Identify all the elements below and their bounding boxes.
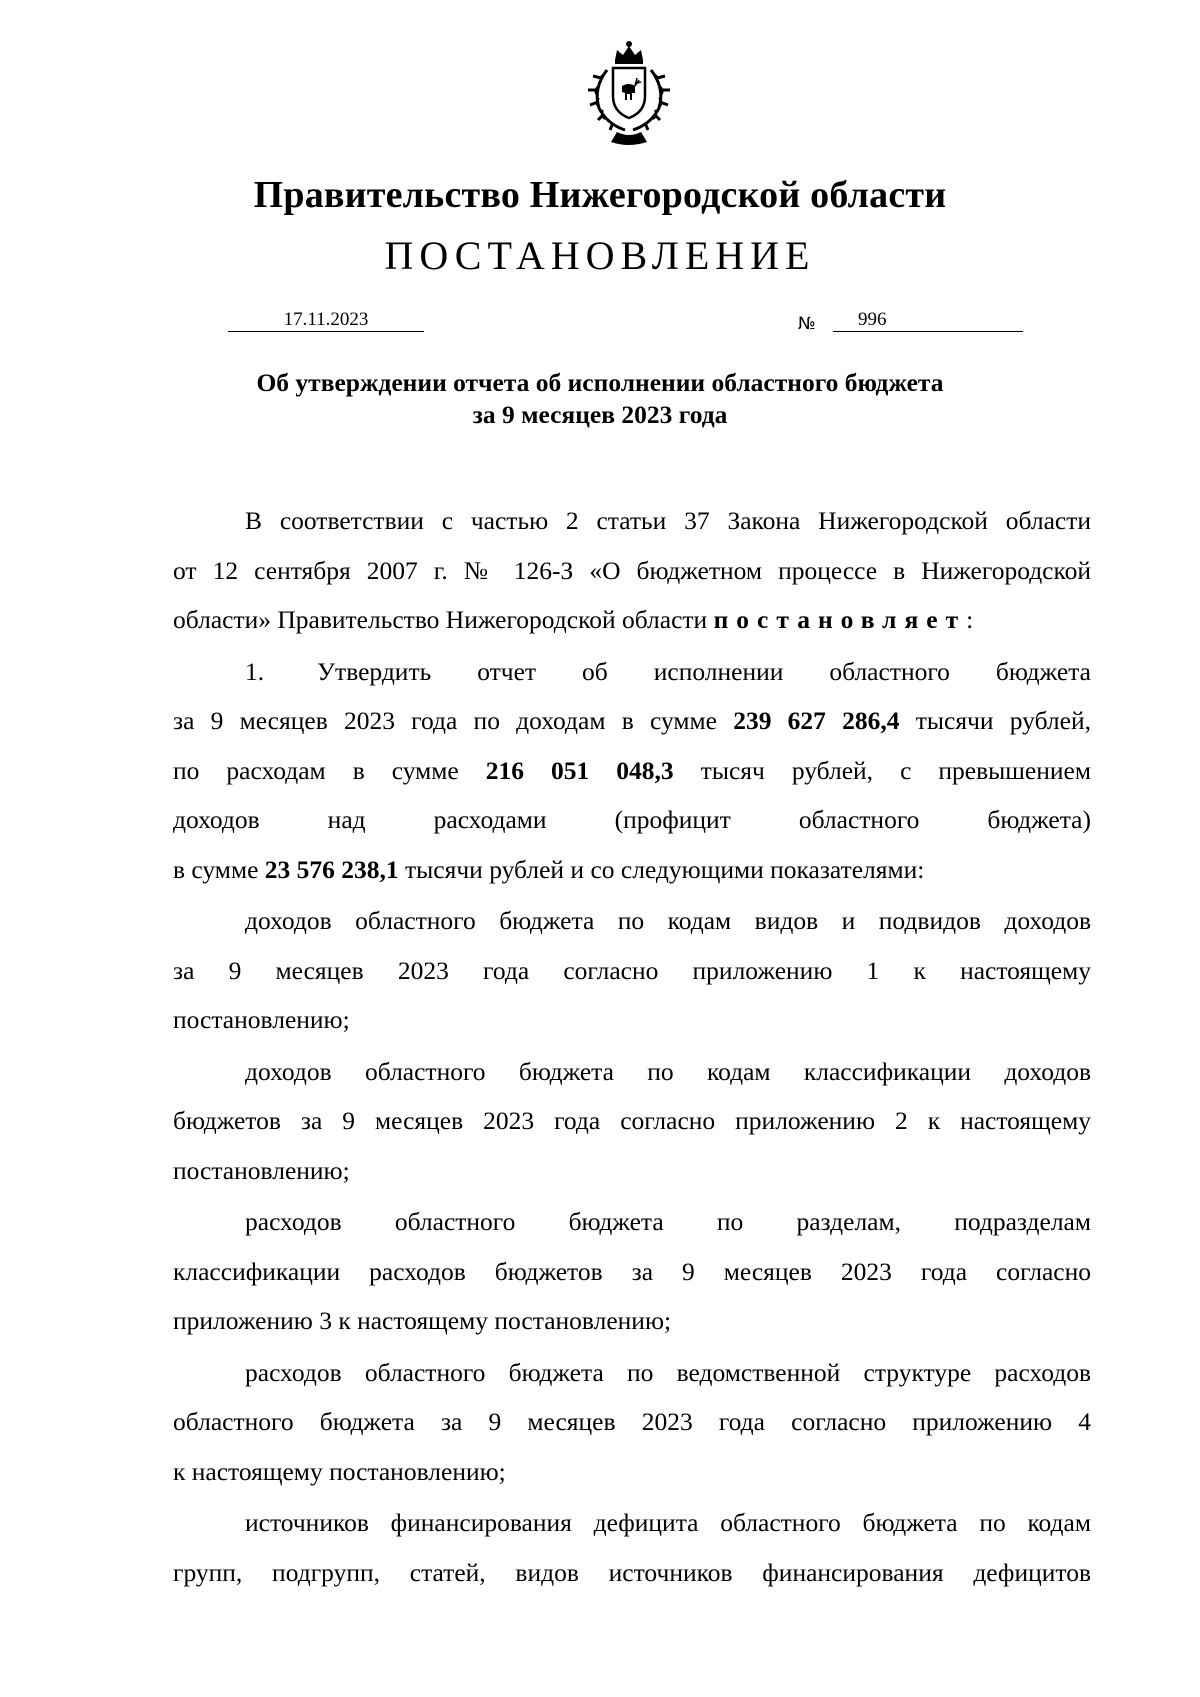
item-1-paragraph [173, 647, 1091, 895]
expenses-amount: 216 051 048,3 [485, 755, 674, 785]
number-underline [833, 331, 1023, 332]
text-line: расходов областного бюджета по ведомственной структуре расходов [245, 1357, 1091, 1387]
text-span: : [966, 605, 974, 634]
text-line: за 9 месяцев 2023 года согласно приложению 1 к настоящему [173, 955, 1091, 985]
text-line: доходов над расходами (профицит областного бюджета) [173, 805, 1091, 834]
text-line: источников финансирования дефицита областного бюджета по кодам [245, 1508, 1091, 1537]
text-line: В соответствии с частью 2 статьи 37 Закона Нижегородской области [245, 506, 1091, 535]
text-line: групп, подгрупп, статей, видов источников финансирования дефицитов [173, 1557, 1091, 1587]
list-item [173, 1047, 1091, 1196]
text-span: тысячи рублей и со следующими показателями: [398, 854, 925, 884]
text-line: доходов областного бюджета по кодам классификации доходов [245, 1056, 1091, 1086]
list-item [173, 896, 1091, 1045]
document-date: 17.11.2023 [283, 309, 369, 330]
text-span: в сумме [173, 854, 265, 884]
income-amount: 239 627 286,4 [733, 706, 900, 735]
subject-line-2: за 9 месяцев 2023 года [472, 400, 728, 429]
surplus-amount: 23 576 238,1 [264, 854, 399, 884]
list-item [173, 1197, 1091, 1346]
document-type: ПОСТАНОВЛЕНИЕ [384, 233, 816, 278]
document-number: 996 [858, 309, 887, 330]
text-line: постановлению; [173, 1155, 350, 1185]
text-line [173, 647, 1091, 697]
number-sign: № [798, 314, 816, 334]
text-line: от 12 сентября 2007 г. № 126-З «О бюджетном процессе в Нижегородской [173, 555, 1091, 585]
text-line [173, 595, 1091, 645]
item-number: 1. [245, 656, 265, 686]
text-line: доходов областного бюджета по кодам видов и подвидов доходов [245, 906, 1091, 935]
text-line: к настоящему постановлению; [173, 1456, 506, 1486]
text-span: за 9 месяцев 2023 года по доходам в сумме [173, 706, 734, 735]
list-item [173, 1498, 1091, 1597]
list-item [173, 1348, 1091, 1497]
date-underline [228, 331, 424, 332]
text-span: тысячи рублей, [899, 706, 1091, 735]
text-line [173, 696, 1091, 746]
document-subject [0, 367, 1200, 431]
text-line: постановлению; [173, 1005, 350, 1034]
text-line: классификации расходов бюджетов за 9 месяцев 2023 года согласно [173, 1256, 1091, 1286]
text-span: тысяч рублей, с превышением [673, 755, 1091, 785]
resolves-keyword: постановляет [713, 605, 967, 634]
text-line: бюджетов за 9 месяцев 2023 года согласно приложению 2 к настоящему [173, 1106, 1091, 1135]
text-line [173, 845, 1091, 895]
text-line: расходов областного бюджета по разделам, подразделам [245, 1207, 1091, 1236]
subject-line-1: Об утверждении отчета об исполнении областного бюджета [256, 368, 944, 397]
government-title: Правительство Нижегородской области [253, 174, 947, 216]
text-line: областного бюджета за 9 месяцев 2023 года согласно приложению 4 [173, 1407, 1091, 1436]
document-body [173, 496, 1091, 1599]
preamble-paragraph [173, 496, 1091, 645]
text-span: области» Правительство Нижегородской области [173, 605, 714, 634]
text-span: Утвердить отчет об исполнении областного бюджета [317, 656, 1091, 686]
text-span: по расходам в сумме [173, 755, 486, 785]
text-line [173, 746, 1091, 796]
nizhny-novgorod-coat-of-arms-icon [577, 38, 681, 150]
text-line: приложению 3 к настоящему постановлению; [173, 1306, 672, 1335]
